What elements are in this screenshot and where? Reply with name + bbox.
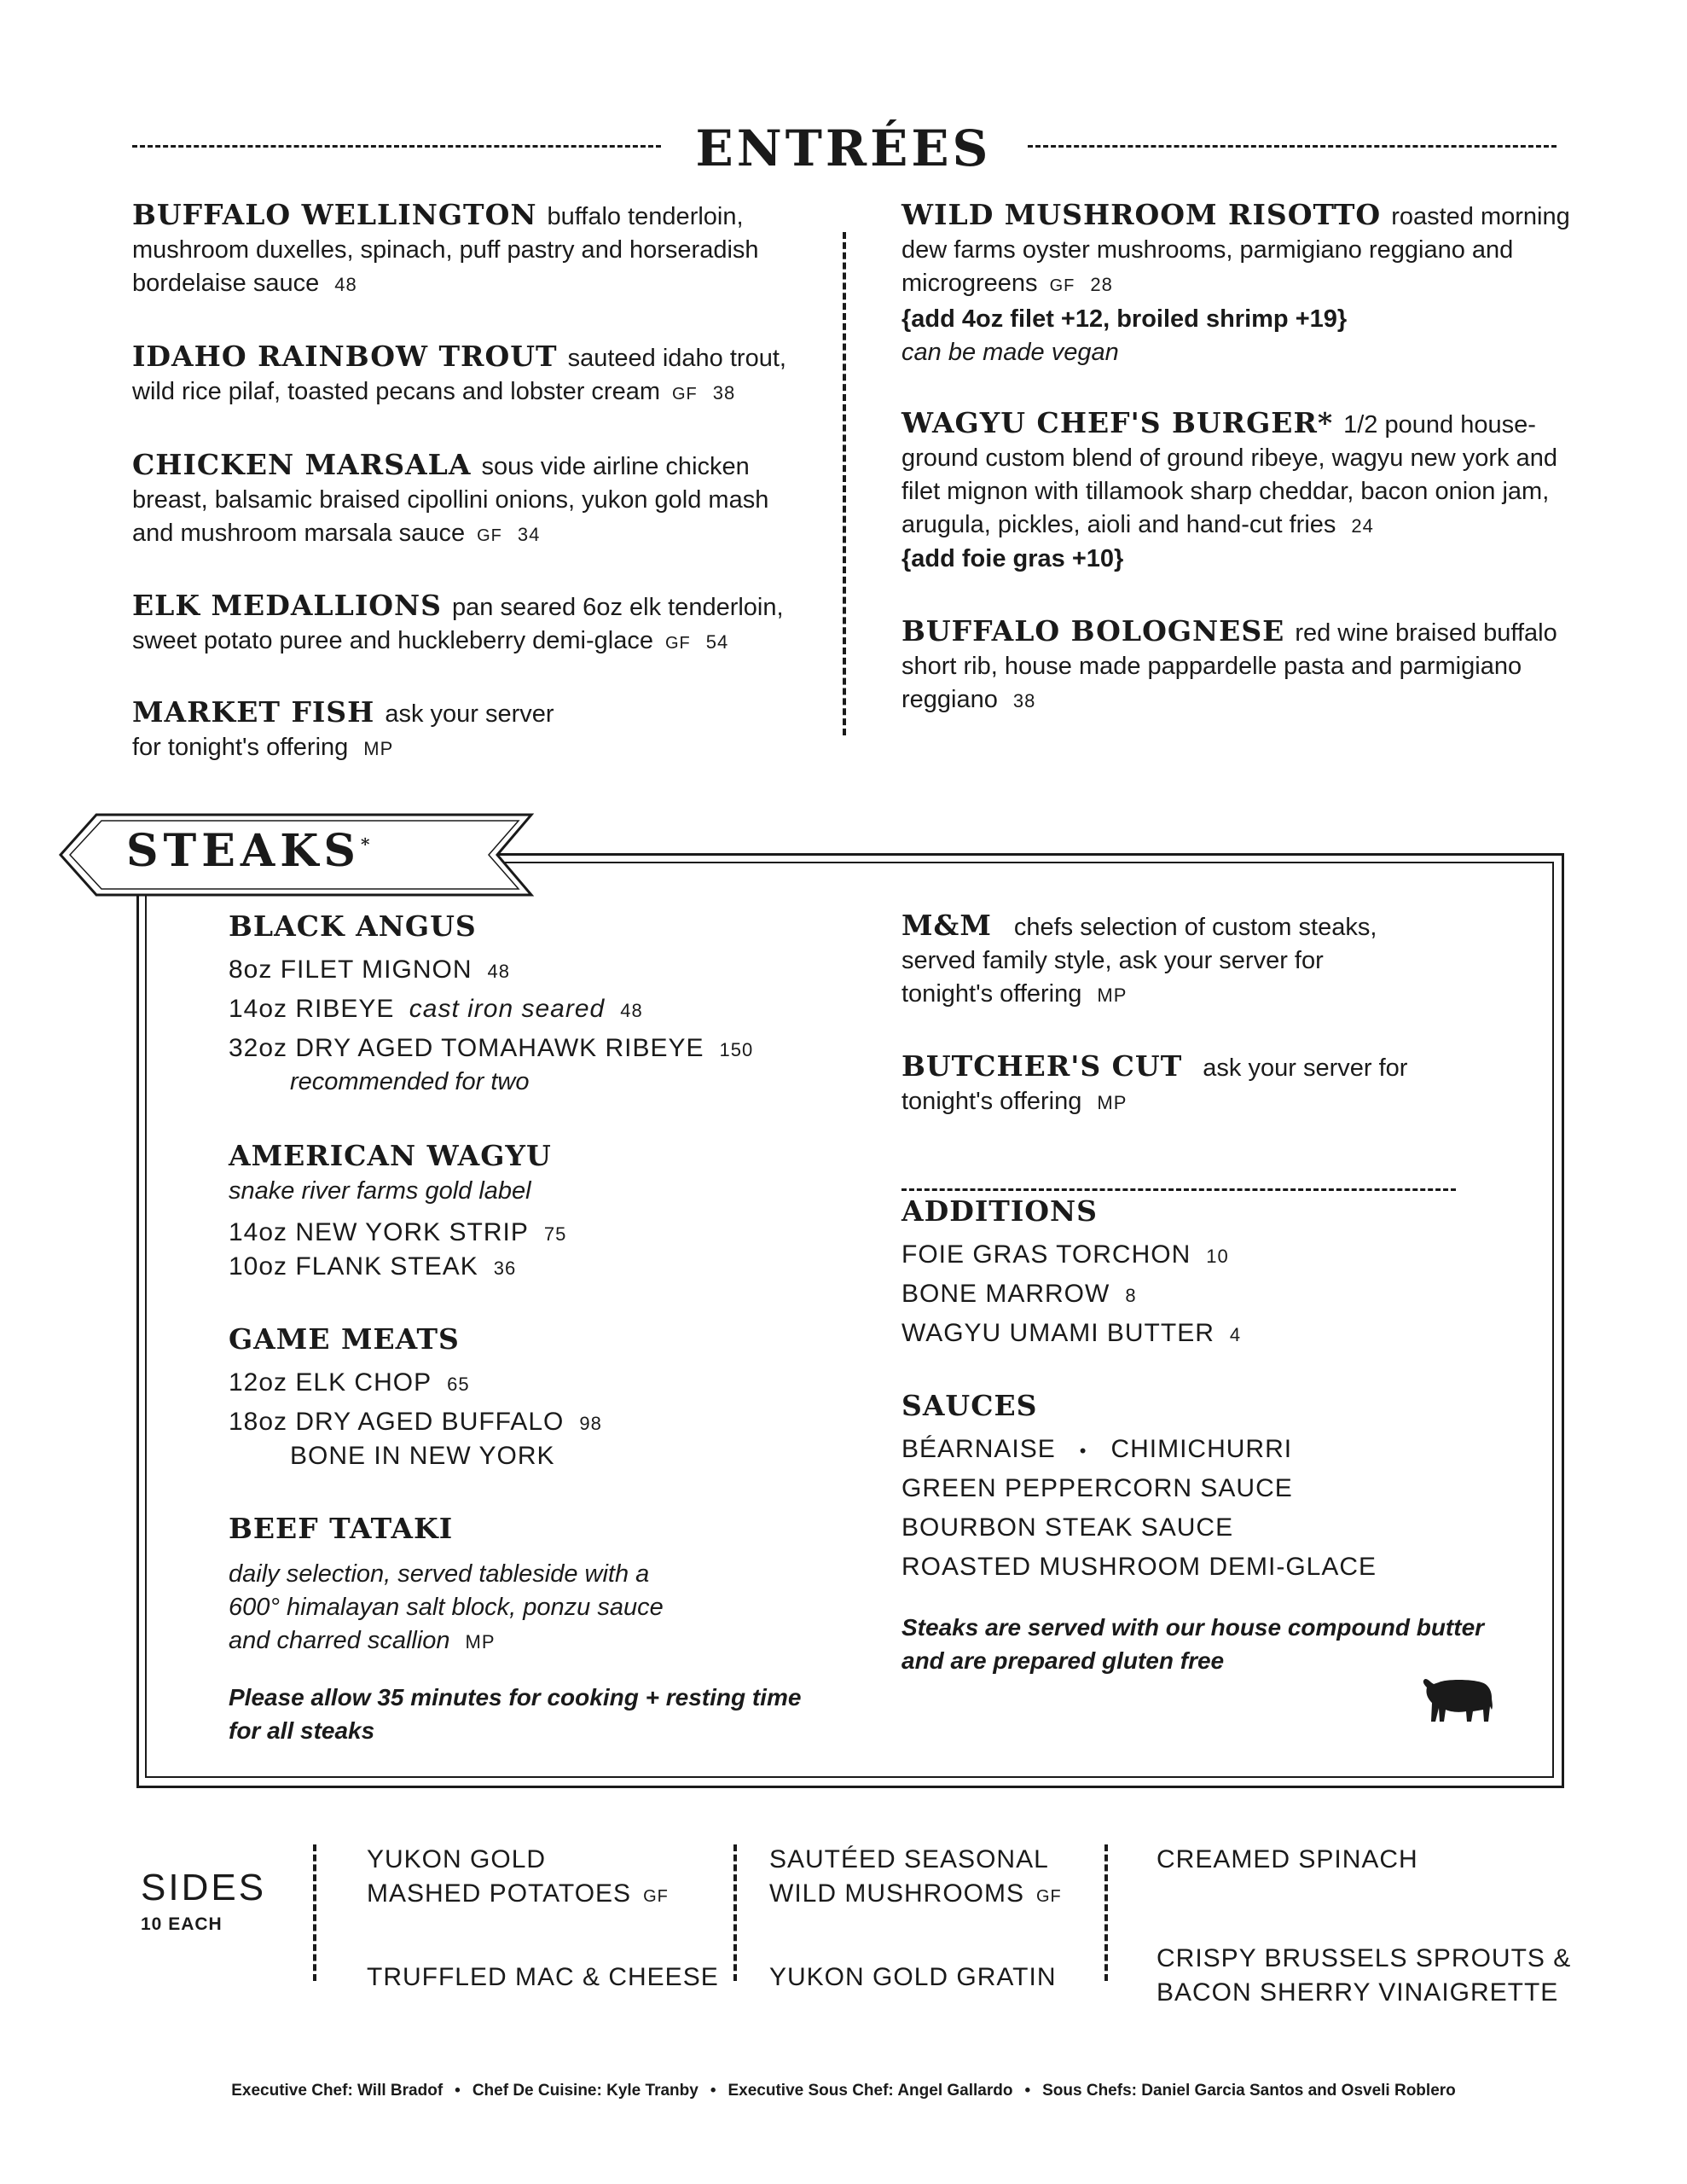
bc-name: BUTCHER'S CUT <box>901 1049 1183 1083</box>
desc-line: 600° himalayan salt block, ponzu sauce <box>229 1594 664 1621</box>
sauce-label: BÉARNAISE <box>901 1435 1056 1463</box>
gf-badge: GF <box>477 526 502 545</box>
sauce-label: CHIMICHURRI <box>1110 1435 1293 1463</box>
column-divider <box>843 232 846 735</box>
credit: Chef De Cuisine: Kyle Tranby <box>472 2082 699 2100</box>
entree-name: BUFFALO WELLINGTON <box>132 198 537 231</box>
item-price: 65 <box>447 1374 470 1395</box>
menu-line: GREEN PEPPERCORN SAUCE <box>901 1474 1293 1502</box>
item-label: BONE MARROW <box>901 1280 1110 1308</box>
gf-badge: GF <box>664 634 691 653</box>
sides-divider <box>313 1844 316 1981</box>
menu-line <box>901 1435 1292 1464</box>
entree-name: WILD MUSHROOM RISOTTO <box>901 198 1382 231</box>
entree-name: BUFFALO BOLOGNESE <box>901 614 1285 648</box>
gf-badge: GF <box>671 385 698 404</box>
item-price: 48 <box>487 961 510 982</box>
bc-line <box>901 1085 1407 1119</box>
menu-line <box>229 1218 566 1247</box>
gf-badge: GF <box>1036 1887 1062 1906</box>
item-price: 98 <box>579 1413 602 1434</box>
bc-text: ask your server for <box>1203 1054 1408 1082</box>
item-price: MP <box>1097 985 1128 1006</box>
desc-line: daily selection, served tableside with a <box>229 1560 650 1588</box>
entree-desc: 1/2 pound house-ground custom blend of ground ribeye, wagyu new york and filet mignon with tillamook sharp cheddar, bacon onion jam, arugula, pickles, aioli and hand-cut fries <box>901 411 1557 538</box>
credit: Sous Chefs: Daniel Garcia Santos and Osveli Roblero <box>1042 2082 1456 2100</box>
menu-line: BOURBON STEAK SAUCE <box>901 1513 1234 1542</box>
entree-name: CHICKEN MARSALA <box>132 448 472 481</box>
menu-line-continuation: BONE IN NEW YORK <box>290 1442 555 1470</box>
cooking-note <box>229 1681 801 1747</box>
bc-line <box>901 1049 1407 1085</box>
note-line: Please allow 35 minutes for cooking + resting time <box>229 1684 802 1711</box>
sauce-sep: • <box>1079 1440 1087 1461</box>
side-line: SAUTÉED SEASONAL <box>769 1845 1049 1873</box>
butchers-cut-item <box>901 1049 1407 1119</box>
entree-desc: pan seared 6oz elk tenderloin, sweet potato puree and huckleberry demi-glace <box>132 594 784 654</box>
item-price: 75 <box>543 1223 567 1245</box>
menu-line <box>229 995 643 1024</box>
entree-addon: {add 4oz filet +12, broiled shrimp +19} <box>901 305 1348 333</box>
menu-line <box>901 1280 1137 1309</box>
cow-icon <box>1420 1672 1497 1725</box>
entree-name: MARKET FISH <box>132 695 375 729</box>
menu-line <box>229 1034 753 1063</box>
entree-item <box>132 589 806 660</box>
side-item: TRUFFLED MAC & CHEESE <box>367 1963 719 1991</box>
item-label: 12oz ELK CHOP <box>229 1368 432 1397</box>
sides-title: SIDES <box>141 1867 267 1908</box>
entree-note: can be made vegan <box>901 339 1119 366</box>
side-text: MASHED POTATOES <box>367 1879 632 1908</box>
credit: Executive Chef: Will Bradof <box>231 2082 443 2100</box>
heading-sauces: SAUCES <box>901 1389 1038 1422</box>
entree-item <box>132 448 806 553</box>
section-sub: snake river farms gold label <box>229 1177 531 1205</box>
chef-credits <box>0 2082 1687 2100</box>
sides-divider <box>733 1844 737 1981</box>
entree-price: 38 <box>1012 690 1036 712</box>
section-title-entrees: ENTRÉES <box>695 119 992 177</box>
item-label: 18oz DRY AGED BUFFALO <box>229 1408 565 1436</box>
entree-name: WAGYU CHEF'S BURGER* <box>901 406 1334 439</box>
entree-item <box>901 198 1575 369</box>
section-title-steaks <box>126 825 374 877</box>
entree-price: 34 <box>517 524 541 545</box>
note-line: and are prepared gluten free <box>901 1647 1225 1674</box>
mm-name: M&M <box>901 909 992 942</box>
mm-line <box>901 978 1377 1012</box>
item-price: MP <box>1097 1092 1128 1113</box>
heading-additions: ADDITIONS <box>901 1194 1099 1228</box>
entree-desc: sauteed idaho trout, wild rice pilaf, toasted pecans and lobster cream <box>132 345 786 405</box>
item-note: cast iron seared <box>409 995 606 1023</box>
heading-beef-tataki: BEEF TATAKI <box>229 1512 454 1545</box>
side-line: CRISPY BRUSSELS SPROUTS & <box>1157 1944 1572 1972</box>
item-label: 32oz DRY AGED TOMAHAWK RIBEYE <box>229 1034 704 1062</box>
entree-desc: roasted morning dew farms oyster mushrooms, parmigiano reggiano and microgreens <box>901 203 1570 297</box>
menu-line <box>229 1368 470 1397</box>
entree-item <box>132 340 806 411</box>
menu-line <box>229 956 510 985</box>
side-item <box>1157 1942 1571 2010</box>
sides-divider <box>1104 1844 1108 1981</box>
credit-sep: • <box>710 2082 716 2100</box>
entree-desc: buffalo tenderloin, mushroom duxelles, spinach, puff pastry and horseradish bordelaise sauce <box>132 203 759 297</box>
steaks-title-mark: * <box>360 834 375 855</box>
item-price: 36 <box>493 1258 517 1279</box>
entree-desc: ask your server for tonight's offering <box>132 700 554 761</box>
entree-item <box>132 198 806 301</box>
menu-line <box>229 1252 516 1281</box>
mm-line: served family style, ask your server for <box>901 947 1324 974</box>
menu-line: ROASTED MUSHROOM DEMI-GLACE <box>901 1553 1377 1581</box>
entree-price: 48 <box>334 274 357 295</box>
item-label: 14oz RIBEYE <box>229 995 395 1023</box>
additions-rule <box>901 1188 1456 1191</box>
item-price: 8 <box>1125 1285 1137 1306</box>
entree-item <box>901 406 1575 576</box>
note-line: for all steaks <box>229 1717 375 1744</box>
entree-addon: {add foie gras +10} <box>901 545 1124 572</box>
side-text: WILD MUSHROOMS <box>769 1879 1024 1908</box>
side-line <box>367 1877 669 1914</box>
desc-line <box>229 1624 664 1658</box>
entree-name: ELK MEDALLIONS <box>132 589 443 622</box>
mm-text: tonight's offering <box>901 980 1082 1008</box>
credit-sep: • <box>1024 2082 1031 2100</box>
header-rule-right <box>1028 145 1557 148</box>
side-line: BACON SHERRY VINAIGRETTE <box>1157 1978 1559 2007</box>
item-label: FOIE GRAS TORCHON <box>901 1240 1191 1269</box>
desc-text: and charred scallion <box>229 1627 450 1654</box>
entree-price: 38 <box>712 382 736 404</box>
bc-text: tonight's offering <box>901 1088 1082 1115</box>
menu-line <box>901 1240 1229 1269</box>
entree-item <box>132 695 576 765</box>
gf-badge: GF <box>1049 276 1075 295</box>
entree-price: 54 <box>705 631 729 653</box>
credit: Executive Sous Chef: Angel Gallardo <box>728 2082 1013 2100</box>
item-label: WAGYU UMAMI BUTTER <box>901 1319 1215 1347</box>
entree-desc: red wine braised buffalo short rib, house made pappardelle pasta and parmigiano reggiano <box>901 619 1557 713</box>
note-line: Steaks are served with our house compound butter <box>901 1614 1485 1641</box>
side-item <box>367 1843 669 1914</box>
heading-american-wagyu: AMERICAN WAGYU <box>229 1139 552 1172</box>
side-line <box>769 1877 1062 1914</box>
steaks-title-text: STEAKS <box>126 825 361 877</box>
mm-text: chefs selection of custom steaks, <box>1013 914 1377 941</box>
item-price: 150 <box>719 1039 754 1060</box>
side-item: CREAMED SPINACH <box>1157 1845 1418 1873</box>
credit-sep: • <box>455 2082 461 2100</box>
menu-line <box>901 1319 1241 1348</box>
sides-subtitle: 10 EACH <box>141 1914 223 1934</box>
side-item <box>769 1843 1062 1914</box>
tataki-desc <box>229 1558 664 1658</box>
item-price: 4 <box>1229 1324 1242 1345</box>
entree-desc: sous vide airline chicken breast, balsamic braised cipollini onions, yukon gold mash and mushroom marsala sauce <box>132 453 769 547</box>
mm-line <box>901 909 1377 944</box>
heading-black-angus: BLACK ANGUS <box>229 909 477 943</box>
item-price: 48 <box>620 1000 643 1021</box>
item-label: 8oz FILET MIGNON <box>229 956 472 984</box>
gf-badge: GF <box>643 1887 669 1906</box>
item-label: 10oz FLANK STEAK <box>229 1252 478 1281</box>
side-line: YUKON GOLD <box>367 1845 547 1873</box>
item-price: 10 <box>1206 1246 1229 1267</box>
entree-price: 24 <box>1351 515 1374 537</box>
item-price: MP <box>465 1631 496 1653</box>
entree-item <box>901 614 1575 717</box>
served-note <box>901 1611 1484 1677</box>
entree-price: MP <box>363 738 394 759</box>
entree-name: IDAHO RAINBOW TROUT <box>132 340 558 373</box>
entree-price: 28 <box>1090 274 1113 295</box>
mm-item <box>901 909 1377 1012</box>
item-label: 14oz NEW YORK STRIP <box>229 1218 529 1246</box>
item-sub-note: recommended for two <box>290 1068 530 1095</box>
heading-game-meats: GAME MEATS <box>229 1322 460 1356</box>
side-item: YUKON GOLD GRATIN <box>769 1963 1057 1991</box>
menu-line <box>229 1408 602 1437</box>
